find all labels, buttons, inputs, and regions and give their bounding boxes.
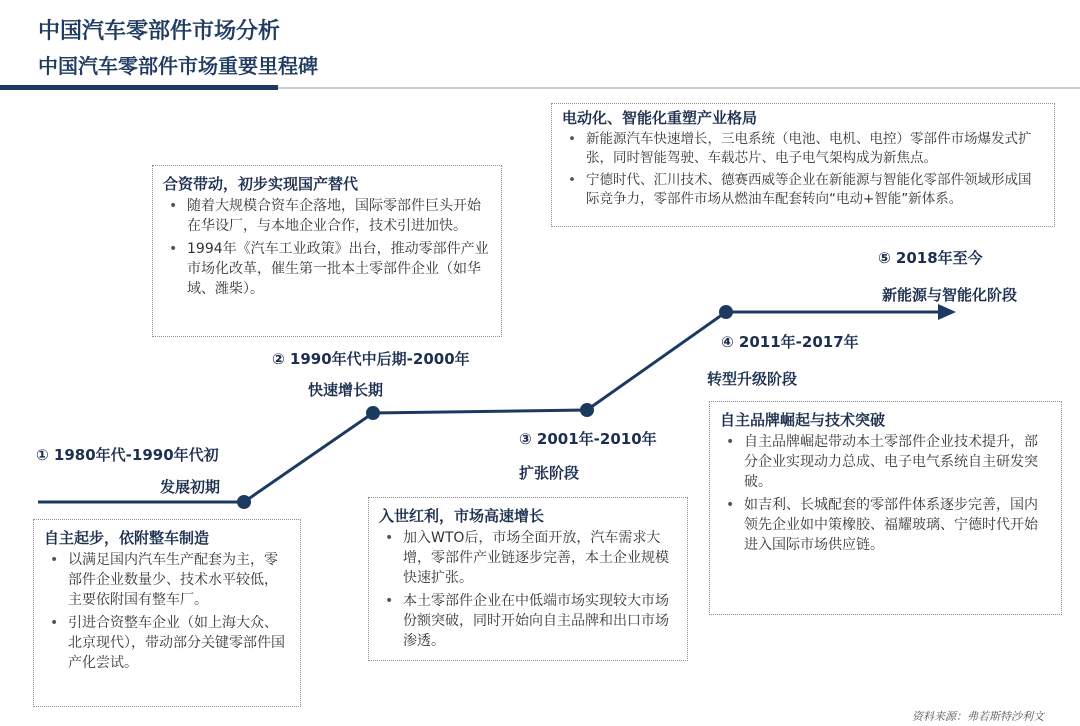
stage-5-name: 新能源与智能化阶段 [882,286,1018,304]
stage-2-name: 快速增长期 [308,381,384,399]
stage-3-name: 扩张阶段 [519,464,580,482]
timeline-node-3 [580,403,594,417]
stage-4-bullet-1: • 自主品牌崛起带动本土零部件企业技术提升，部分企业实现动力总成、电子电气系统自主研发突破。 [720,432,1051,492]
timeline-node-4 [719,305,733,319]
stage-4-name: 转型升级阶段 [707,370,798,388]
stage-5-box-title: 电动化、智能化重塑产业格局 [562,109,758,127]
timeline-arrowhead [938,304,956,320]
stage-4-bullet-2: • 如吉利、长城配套的零部件体系逐步完善，国内领先企业如中策橡胶、福耀玻璃、宁德时代开始进入国际市场供应链。 [720,495,1051,555]
stage-4-box-title: 自主品牌崛起与技术突破 [720,411,886,429]
page-title: 中国汽车零部件市场分析 [38,19,281,44]
stage-3-bullet-2: • 本土零部件企业在中低端市场实现较大市场份额突破，同时开始向自主品牌和出口市场渗透。 [379,591,677,651]
stage-2-bullet-1: • 随着大规模合资车企落地，国际零部件巨头开始在华设厂，与本地企业合作，技术引进加快。 [163,196,491,236]
stage-3-box-title: 入世红利，市场高速增长 [379,507,545,525]
timeline-node-2 [366,406,380,420]
stage-2-bullet-2: • 1994年《汽车工业政策》出台，推动零部件产业市场化改革，催生第一批本土零部件企业（如华域、潍柴）。 [163,239,491,299]
stage-3-detail-box [368,497,688,661]
stage-2-period: ② 1990年代中后期-2000年 [272,350,470,368]
stage-5-period: ⑤ 2018年至今 [878,249,983,267]
source-note: 资料来源：弗若斯特沙利文 [912,710,1044,723]
stage-5-bullet-1: • 新能源汽车快速增长，三电系统（电池、电机、电控）零部件市场爆发式扩张，同时智能驾驶、车载芯片、电子电气架构成为新焦点。 [562,130,1044,168]
stage-1-box-title: 自主起步，依附整车制造 [44,529,210,547]
stage-2-box-title: 合资带动，初步实现国产替代 [163,175,359,193]
stage-1-bullet-1: • 以满足国内汽车生产配套为主，零部件企业数量少、技术水平较低，主要依附国有整车厂。 [44,550,290,610]
stage-1-period: ① 1980年代-1990年代初 [36,446,219,464]
stage-3-period: ③ 2001年-2010年 [519,430,657,448]
stage-1-detail-box [33,519,301,707]
stage-4-period: ④ 2011年-2017年 [721,333,859,351]
stage-3-bullet-1: • 加入WTO后，市场全面开放，汽车需求大增，零部件产业链逐步完善，本土企业规模快速扩张。 [379,528,677,588]
stage-1-bullet-2: • 引进合资整车企业（如上海大众、北京现代），带动部分关键零部件国产化尝试。 [44,613,290,673]
stage-5-detail-box [551,103,1055,227]
stage-1-name: 发展初期 [160,478,221,496]
page-subtitle: 中国汽车零部件市场重要里程碑 [38,54,318,78]
stage-5-bullet-2: • 宁德时代、汇川技术、德赛西威等企业在新能源与智能化零部件领域形成国际竞争力，零部件市场从燃油车配套转向“电动+智能”新体系。 [562,171,1044,209]
stage-4-detail-box [709,401,1062,615]
timeline-node-1 [237,495,251,509]
stage-2-detail-box [152,165,502,337]
